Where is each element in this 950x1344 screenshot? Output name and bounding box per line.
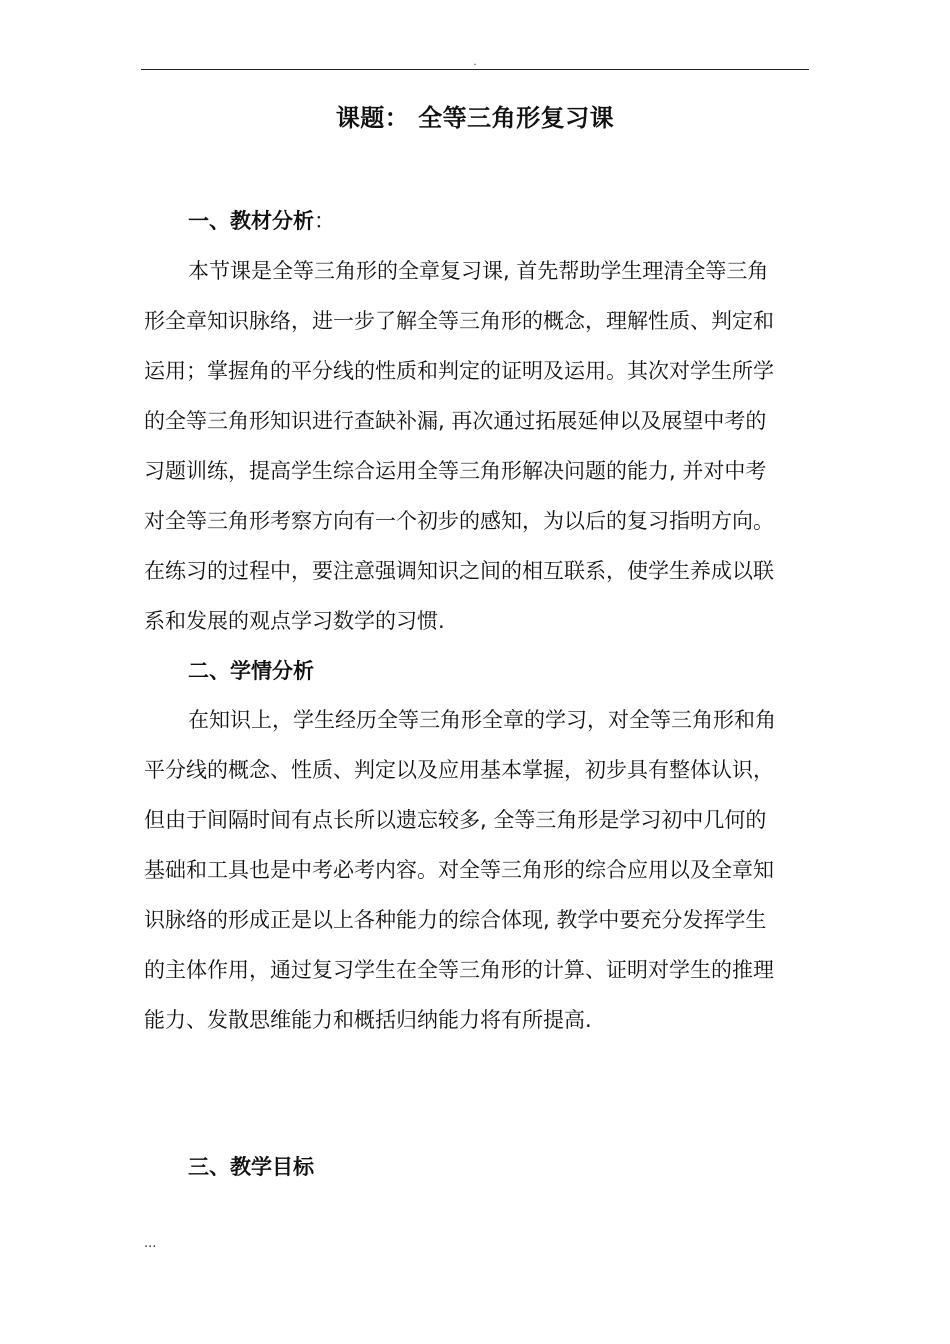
paragraph-line: 本节课是全等三角形的全章复习课, 首先帮助学生理清全等三角 (188, 259, 769, 283)
paragraph-line: 能力、发散思维能力和概括归纳能力将有所提高. (144, 1008, 592, 1032)
paragraph-line: 的主体作用，通过复习学生在全等三角形的计算、证明对学生的推理 (144, 958, 774, 982)
paragraph-line: 在知识上，学生经历全等三角形全章的学习，对全等三角形和角 (188, 708, 776, 732)
heading-text: 一、教材分析 (188, 209, 314, 233)
heading-colon: ： (314, 209, 335, 233)
section-heading-teaching-goals: 三、教学目标 (188, 1155, 314, 1179)
paragraph-line: 的全等三角形知识进行查缺补漏, 再次通过拓展延伸以及展望中考的 (144, 409, 767, 433)
page-title: 课题： 全等三角形复习课 (335, 104, 615, 132)
paragraph-line: 平分线的概念、性质、判定以及应用基本掌握，初步具有整体认识， (144, 758, 774, 782)
paragraph-line: 系和发展的观点学习数学的习惯. (144, 609, 445, 633)
header-dot: . (473, 57, 477, 68)
paragraph-line: 形全章知识脉络，进一步了解全等三角形的概念，理解性质、判定和 (144, 309, 774, 333)
paragraph-line: 在练习的过程中，要注意强调知识之间的相互联系，使学生养成以联 (144, 559, 774, 583)
paragraph-line: 习题训练，提高学生综合运用全等三角形解决问题的能力, 并对中考 (144, 459, 767, 483)
paragraph-line: 运用；掌握角的平分线的性质和判定的证明及运用。其次对学生所学 (144, 359, 774, 383)
header-rule (141, 69, 809, 70)
paragraph-line: 识脉络的形成正是以上各种能力的综合体现, 教学中要充分发挥学生 (144, 908, 767, 932)
paragraph-line: 但由于间隔时间有点长所以遗忘较多, 全等三角形是学习初中几何的 (144, 808, 767, 832)
footer-mark: ... (144, 1236, 157, 1251)
paragraph-line: 对全等三角形考察方向有一个初步的感知，为以后的复习指明方向。 (144, 509, 774, 533)
section-heading-learner-analysis: 二、学情分析 (188, 659, 314, 683)
paragraph-line: 基础和工具也是中考必考内容。对全等三角形的综合应用以及全章知 (144, 858, 774, 882)
section-heading-textbook-analysis (188, 206, 335, 236)
